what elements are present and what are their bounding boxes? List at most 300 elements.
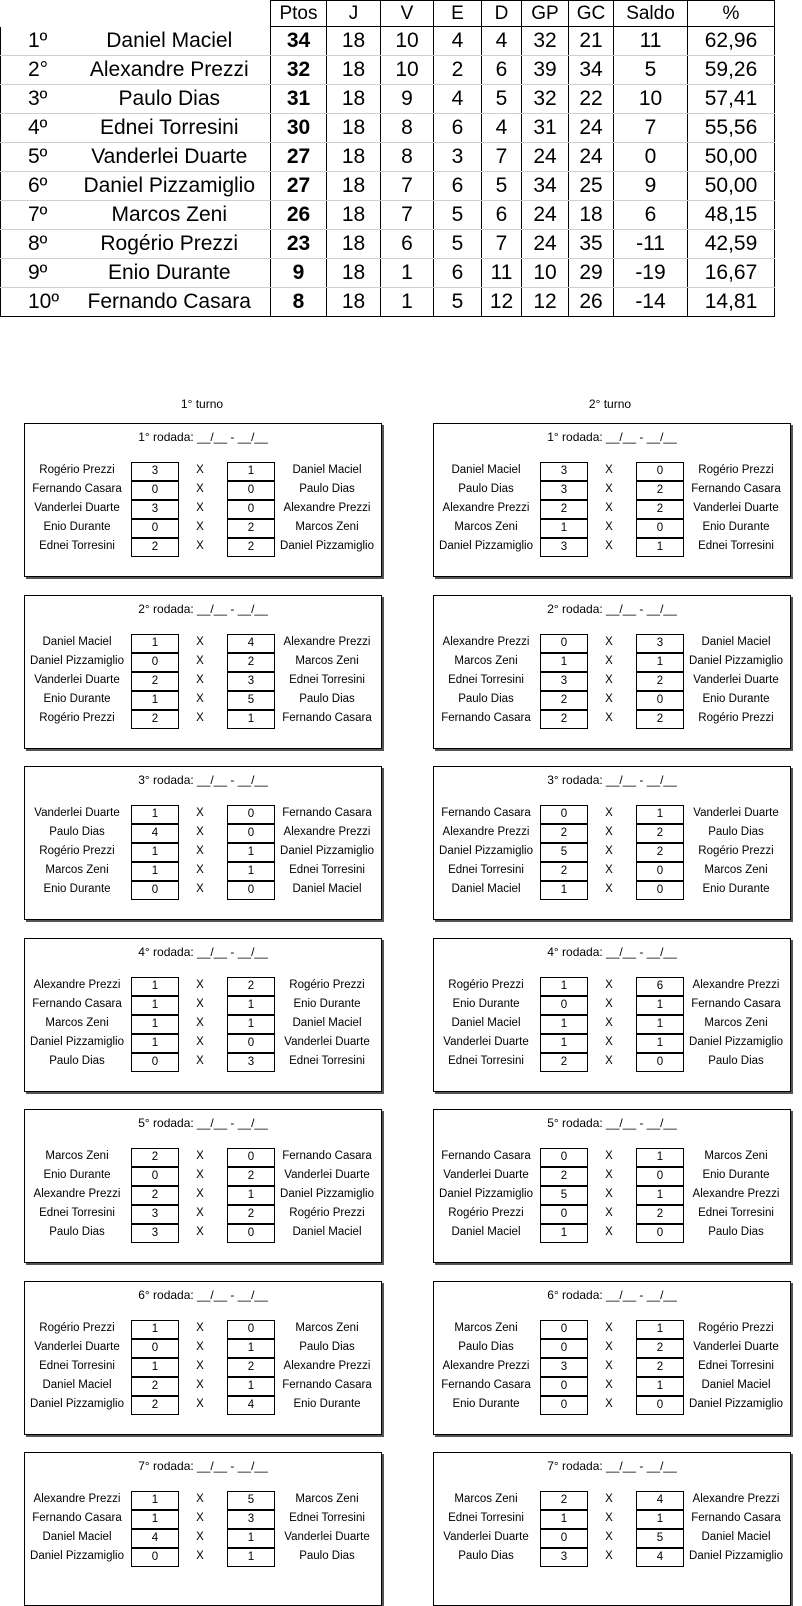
match-versus-x: X [605,883,613,895]
match-away-score: 0 [636,462,684,481]
match-away-team: Alexandre Prezzi [692,978,780,991]
standings-ptos: 32 [271,56,327,85]
match-row [25,1320,381,1339]
match-home-team: Daniel Maciel [42,1531,112,1543]
match-row [434,1377,790,1396]
col-header-j: J [327,1,381,27]
standings-ptos: 31 [271,85,327,114]
match-away-team: Fernando Casara [691,1512,781,1524]
match-row [434,1510,790,1529]
match-away-score: 1 [636,1377,684,1396]
match-versus-x: X [196,673,204,686]
standings-v: 10 [381,56,434,85]
match-away-score: 2 [636,1339,684,1358]
standings-pct: 55,56 [688,114,775,143]
match-away-score: 0 [227,1148,275,1167]
match-versus-x: X [196,1226,204,1238]
match-home-team: Vanderlei Duarte [34,807,120,819]
match-row [25,1034,381,1053]
match-home-team: Enio Durante [43,692,111,705]
match-away-score: 2 [227,1205,275,1224]
match-away-score: 0 [227,824,275,843]
standings-e: 6 [434,114,482,143]
standings-gp: 24 [522,230,569,259]
match-away-team: Fernando Casara [282,711,372,724]
standings-j: 18 [327,143,381,172]
round-title: 7° rodada: __/__ - __/__ [547,1459,677,1473]
match-home-team: Fernando Casara [441,807,531,819]
match-versus-x: X [196,483,204,495]
match-row [434,996,790,1015]
match-home-score: 0 [131,881,179,900]
standings-saldo: 9 [614,172,688,201]
match-versus-x: X [196,1493,204,1505]
match-away-team: Paulo Dias [299,1550,355,1562]
round-5-turno-2-box [433,1109,791,1263]
standings-gc: 24 [569,114,614,143]
round-title: 5° rodada: __/__ - __/__ [138,1116,268,1130]
standings-saldo: -19 [614,259,688,288]
match-home-score: 2 [540,1491,588,1510]
match-row [25,1377,381,1396]
match-away-score: 1 [636,996,684,1015]
match-home-score: 0 [131,1167,179,1186]
match-home-team: Marcos Zeni [454,521,518,533]
match-home-team: Ednei Torresini [39,1207,115,1219]
match-away-score: 2 [227,977,275,996]
col-header-gc: GC [569,1,614,27]
standings-d: 11 [482,259,522,288]
match-home-score: 0 [131,653,179,672]
match-versus-x: X [196,692,204,705]
match-versus-x: X [605,483,613,495]
match-versus-x: X [605,826,613,838]
standings-saldo: 6 [614,201,688,230]
match-away-team: Daniel Pizzamiglio [280,1188,374,1200]
standings-player-name: Alexandre Prezzi [69,56,271,85]
match-away-score: 1 [227,862,275,881]
match-away-team: Daniel Maciel [701,1531,771,1543]
match-away-team: Fernando Casara [691,483,781,495]
match-away-team: Rogério Prezzi [698,845,774,857]
match-row [434,634,790,653]
match-away-team: Daniel Pizzamiglio [689,654,783,667]
match-versus-x: X [605,502,613,514]
match-away-score: 3 [227,1510,275,1529]
match-row [25,672,381,691]
match-versus-x: X [605,1035,613,1048]
round-6-turno-1-box [24,1281,382,1435]
match-away-team: Alexandre Prezzi [283,826,371,838]
match-home-team: Ednei Torresini [448,673,524,686]
standings-position: 10º [1,288,69,317]
standings-saldo: 10 [614,85,688,114]
match-away-team: Alexandre Prezzi [283,1359,371,1372]
match-home-team: Paulo Dias [458,1550,514,1562]
match-home-team: Enio Durante [43,521,111,533]
match-home-score: 4 [131,824,179,843]
match-versus-x: X [196,1378,204,1391]
match-home-score: 0 [540,1529,588,1548]
standings-v: 9 [381,85,434,114]
match-home-team: Rogério Prezzi [39,711,115,724]
match-away-team: Paulo Dias [708,1054,764,1067]
standings-position: 7º [1,201,69,230]
standings-player-name: Paulo Dias [69,85,271,114]
match-home-team: Ednei Torresini [448,1054,524,1067]
match-versus-x: X [605,1188,613,1200]
round-7-turno-2-box [433,1452,791,1606]
match-row [434,500,790,519]
match-home-team: Marcos Zeni [454,1493,518,1505]
match-away-team: Paulo Dias [708,826,764,838]
standings-player-name: Ednei Torresini [69,114,271,143]
standings-d: 6 [482,201,522,230]
match-versus-x: X [196,1359,204,1372]
match-versus-x: X [196,711,204,724]
standings-d: 4 [482,114,522,143]
standings-gp: 24 [522,143,569,172]
match-home-score: 1 [540,1224,588,1243]
round-4-turno-2-box [433,938,791,1092]
match-versus-x: X [605,540,613,552]
match-home-score: 2 [131,1186,179,1205]
standings-v: 7 [381,201,434,230]
match-away-team: Ednei Torresini [698,1207,774,1219]
standings-ptos: 34 [271,27,327,56]
match-row [434,843,790,862]
match-home-score: 2 [540,1167,588,1186]
col-header-e: E [434,1,482,27]
match-home-score: 0 [131,519,179,538]
match-home-score: 2 [131,1377,179,1396]
match-home-score: 0 [540,996,588,1015]
match-away-score: 2 [636,481,684,500]
match-home-team: Paulo Dias [458,483,514,495]
standings-saldo: 11 [614,27,688,56]
standings-e: 5 [434,230,482,259]
match-home-team: Rogério Prezzi [39,845,115,857]
standings-pct: 59,26 [688,56,775,85]
match-versus-x: X [605,635,613,648]
match-home-team: Alexandre Prezzi [33,978,121,991]
standings-row [1,288,775,317]
match-away-score: 2 [636,1358,684,1377]
round-2-turno-2-box [433,595,791,749]
match-home-score: 1 [131,862,179,881]
match-home-score: 3 [131,500,179,519]
match-row [434,824,790,843]
standings-j: 18 [327,114,381,143]
match-row [25,519,381,538]
match-home-team: Daniel Maciel [42,1378,112,1391]
match-away-score: 0 [227,1224,275,1243]
col-header-pct: % [688,1,775,27]
match-away-team: Daniel Pizzamiglio [280,845,374,857]
match-row [434,710,790,729]
standings-gc: 25 [569,172,614,201]
match-away-score: 4 [227,1396,275,1415]
match-versus-x: X [196,1340,204,1353]
match-home-score: 2 [131,672,179,691]
match-versus-x: X [196,1321,204,1334]
match-away-score: 0 [636,1053,684,1072]
match-home-score: 0 [540,1339,588,1358]
match-away-team: Alexandre Prezzi [692,1493,780,1505]
match-away-score: 1 [227,710,275,729]
standings-pct: 50,00 [688,172,775,201]
round-3-turno-2-box [433,766,791,920]
match-home-score: 3 [131,462,179,481]
match-versus-x: X [196,997,204,1010]
match-row [434,691,790,710]
match-versus-x: X [605,864,613,876]
round-title: 6° rodada: __/__ - __/__ [547,1287,677,1302]
match-home-score: 1 [131,691,179,710]
match-home-team: Marcos Zeni [45,864,109,876]
match-row [25,977,381,996]
match-home-team: Daniel Pizzamiglio [439,540,533,552]
standings-position: 6º [1,172,69,201]
match-home-score: 3 [131,1205,179,1224]
match-home-team: Daniel Pizzamiglio [439,1188,533,1200]
match-away-score: 2 [227,1167,275,1186]
match-row [25,653,381,672]
match-home-score: 1 [131,843,179,862]
standings-j: 18 [327,85,381,114]
match-away-team: Enio Durante [702,883,770,895]
match-away-team: Marcos Zeni [704,1150,768,1162]
standings-ptos: 26 [271,201,327,230]
match-row [434,1529,790,1548]
match-home-score: 2 [131,710,179,729]
match-away-score: 0 [227,1034,275,1053]
match-row [434,653,790,672]
round-title: 4° rodada: __/__ - __/__ [138,944,268,959]
standings-e: 4 [434,27,482,56]
round-title: 3° rodada: __/__ - __/__ [138,773,268,787]
match-versus-x: X [196,978,204,991]
standings-gp: 39 [522,56,569,85]
match-away-team: Ednei Torresini [289,864,365,876]
match-home-score: 0 [540,805,588,824]
match-versus-x: X [605,1550,613,1562]
match-home-team: Fernando Casara [32,997,122,1010]
standings-saldo: 7 [614,114,688,143]
standings-gp: 32 [522,27,569,56]
standings-position: 4º [1,114,69,143]
standings-position: 3º [1,85,69,114]
match-away-score: 4 [636,1491,684,1510]
match-home-team: Marcos Zeni [45,1016,109,1029]
match-home-score: 1 [540,977,588,996]
standings-j: 18 [327,259,381,288]
match-away-team: Daniel Maciel [292,1016,362,1029]
match-row [434,1148,790,1167]
match-row [25,710,381,729]
standings-d: 4 [482,27,522,56]
match-row [25,1205,381,1224]
standings-pct: 16,67 [688,259,775,288]
match-versus-x: X [605,1531,613,1543]
col-header-gp: GP [522,1,569,27]
match-home-team: Fernando Casara [32,483,122,495]
match-row [434,1186,790,1205]
standings-pct: 50,00 [688,143,775,172]
match-home-team: Vanderlei Duarte [443,1035,529,1048]
match-row [25,634,381,653]
match-away-team: Ednei Torresini [289,673,365,686]
standings-ptos: 8 [271,288,327,317]
standings-player-name: Rogério Prezzi [69,230,271,259]
match-home-team: Enio Durante [43,1169,111,1181]
standings-gc: 22 [569,85,614,114]
match-home-score: 0 [540,1377,588,1396]
match-row [434,1053,790,1072]
standings-saldo: -14 [614,288,688,317]
match-home-score: 0 [540,1396,588,1415]
match-row [434,977,790,996]
match-versus-x: X [605,1512,613,1524]
match-versus-x: X [196,807,204,819]
match-versus-x: X [605,1207,613,1219]
match-row [434,881,790,900]
match-row [25,1224,381,1243]
match-home-score: 0 [540,1205,588,1224]
standings-player-name: Enio Durante [69,259,271,288]
match-away-score: 0 [636,1396,684,1415]
round-title: 6° rodada: __/__ - __/__ [138,1287,268,1302]
match-home-score: 3 [540,1548,588,1567]
match-versus-x: X [605,673,613,686]
match-versus-x: X [605,978,613,991]
round-title: 2° rodada: __/__ - __/__ [138,601,268,616]
match-away-score: 2 [636,500,684,519]
match-home-score: 1 [540,653,588,672]
round-3-turno-1-box [24,766,382,920]
match-row [434,1491,790,1510]
standings-table [0,0,775,317]
match-home-team: Enio Durante [43,883,111,895]
match-home-team: Paulo Dias [458,1340,514,1353]
match-home-score: 4 [131,1529,179,1548]
round-title: 2° rodada: __/__ - __/__ [547,601,677,616]
match-home-team: Ednei Torresini [448,864,524,876]
match-row [25,1186,381,1205]
standings-gc: 34 [569,56,614,85]
standings-gp: 31 [522,114,569,143]
match-row [25,1053,381,1072]
match-row [434,1339,790,1358]
match-away-team: Enio Durante [293,1397,361,1410]
standings-v: 6 [381,230,434,259]
match-home-score: 1 [131,1491,179,1510]
standings-e: 3 [434,143,482,172]
match-home-score: 3 [540,462,588,481]
match-home-team: Marcos Zeni [454,654,518,667]
match-away-score: 1 [227,1529,275,1548]
match-versus-x: X [605,1321,613,1334]
match-home-team: Fernando Casara [441,1378,531,1391]
match-versus-x: X [196,540,204,552]
match-versus-x: X [605,1340,613,1353]
match-away-score: 1 [227,996,275,1015]
match-away-score: 0 [636,691,684,710]
match-away-team: Daniel Maciel [701,1378,771,1391]
round-4-turno-1-box [24,938,382,1092]
match-home-team: Marcos Zeni [45,1150,109,1162]
match-away-team: Vanderlei Duarte [693,673,779,686]
match-home-team: Daniel Pizzamiglio [30,1550,124,1562]
match-away-team: Marcos Zeni [704,864,768,876]
match-home-score: 3 [540,1358,588,1377]
match-home-team: Daniel Pizzamiglio [30,1035,124,1048]
match-row [25,1548,381,1567]
match-row [25,481,381,500]
match-home-team: Alexandre Prezzi [442,502,530,514]
standings-j: 18 [327,288,381,317]
col-header-ptos: Ptos [271,1,327,27]
round-6-turno-2-box [433,1281,791,1435]
standings-d: 5 [482,85,522,114]
match-home-team: Vanderlei Duarte [34,502,120,514]
match-home-score: 1 [131,1320,179,1339]
match-away-team: Vanderlei Duarte [284,1035,370,1048]
match-away-score: 4 [227,634,275,653]
standings-e: 2 [434,56,482,85]
match-home-score: 0 [131,1548,179,1567]
match-away-score: 1 [227,1377,275,1396]
standings-j: 18 [327,201,381,230]
standings-position: 9º [1,259,69,288]
match-home-team: Paulo Dias [49,1226,105,1238]
turno-2-label: 2° turno [588,397,632,411]
match-home-team: Daniel Maciel [451,1016,521,1029]
match-home-team: Daniel Maciel [451,464,521,476]
match-away-team: Vanderlei Duarte [284,1531,370,1543]
standings-gp: 24 [522,201,569,230]
match-away-team: Alexandre Prezzi [283,502,371,514]
match-home-score: 2 [131,538,179,557]
round-title: 7° rodada: __/__ - __/__ [138,1459,268,1473]
standings-row [1,259,775,288]
match-versus-x: X [196,1054,204,1067]
match-home-score: 0 [131,1053,179,1072]
round-5-turno-1-box [24,1109,382,1263]
match-home-team: Fernando Casara [32,1512,122,1524]
match-row [25,538,381,557]
match-home-score: 1 [540,1510,588,1529]
match-away-team: Vanderlei Duarte [284,1169,370,1181]
match-home-score: 1 [131,996,179,1015]
match-home-team: Marcos Zeni [454,1321,518,1334]
match-versus-x: X [605,1493,613,1505]
match-row [25,1339,381,1358]
standings-position: 2° [1,56,69,85]
match-away-team: Daniel Maciel [292,883,362,895]
round-title: 1° rodada: __/__ - __/__ [547,430,677,444]
match-row [25,1529,381,1548]
match-away-team: Marcos Zeni [295,1321,359,1334]
match-home-team: Vanderlei Duarte [443,1169,529,1181]
match-home-score: 1 [131,1015,179,1034]
match-versus-x: X [196,864,204,876]
match-versus-x: X [196,1150,204,1162]
match-away-score: 2 [227,519,275,538]
match-versus-x: X [196,883,204,895]
match-away-team: Ednei Torresini [289,1054,365,1067]
match-away-team: Daniel Maciel [292,1226,362,1238]
